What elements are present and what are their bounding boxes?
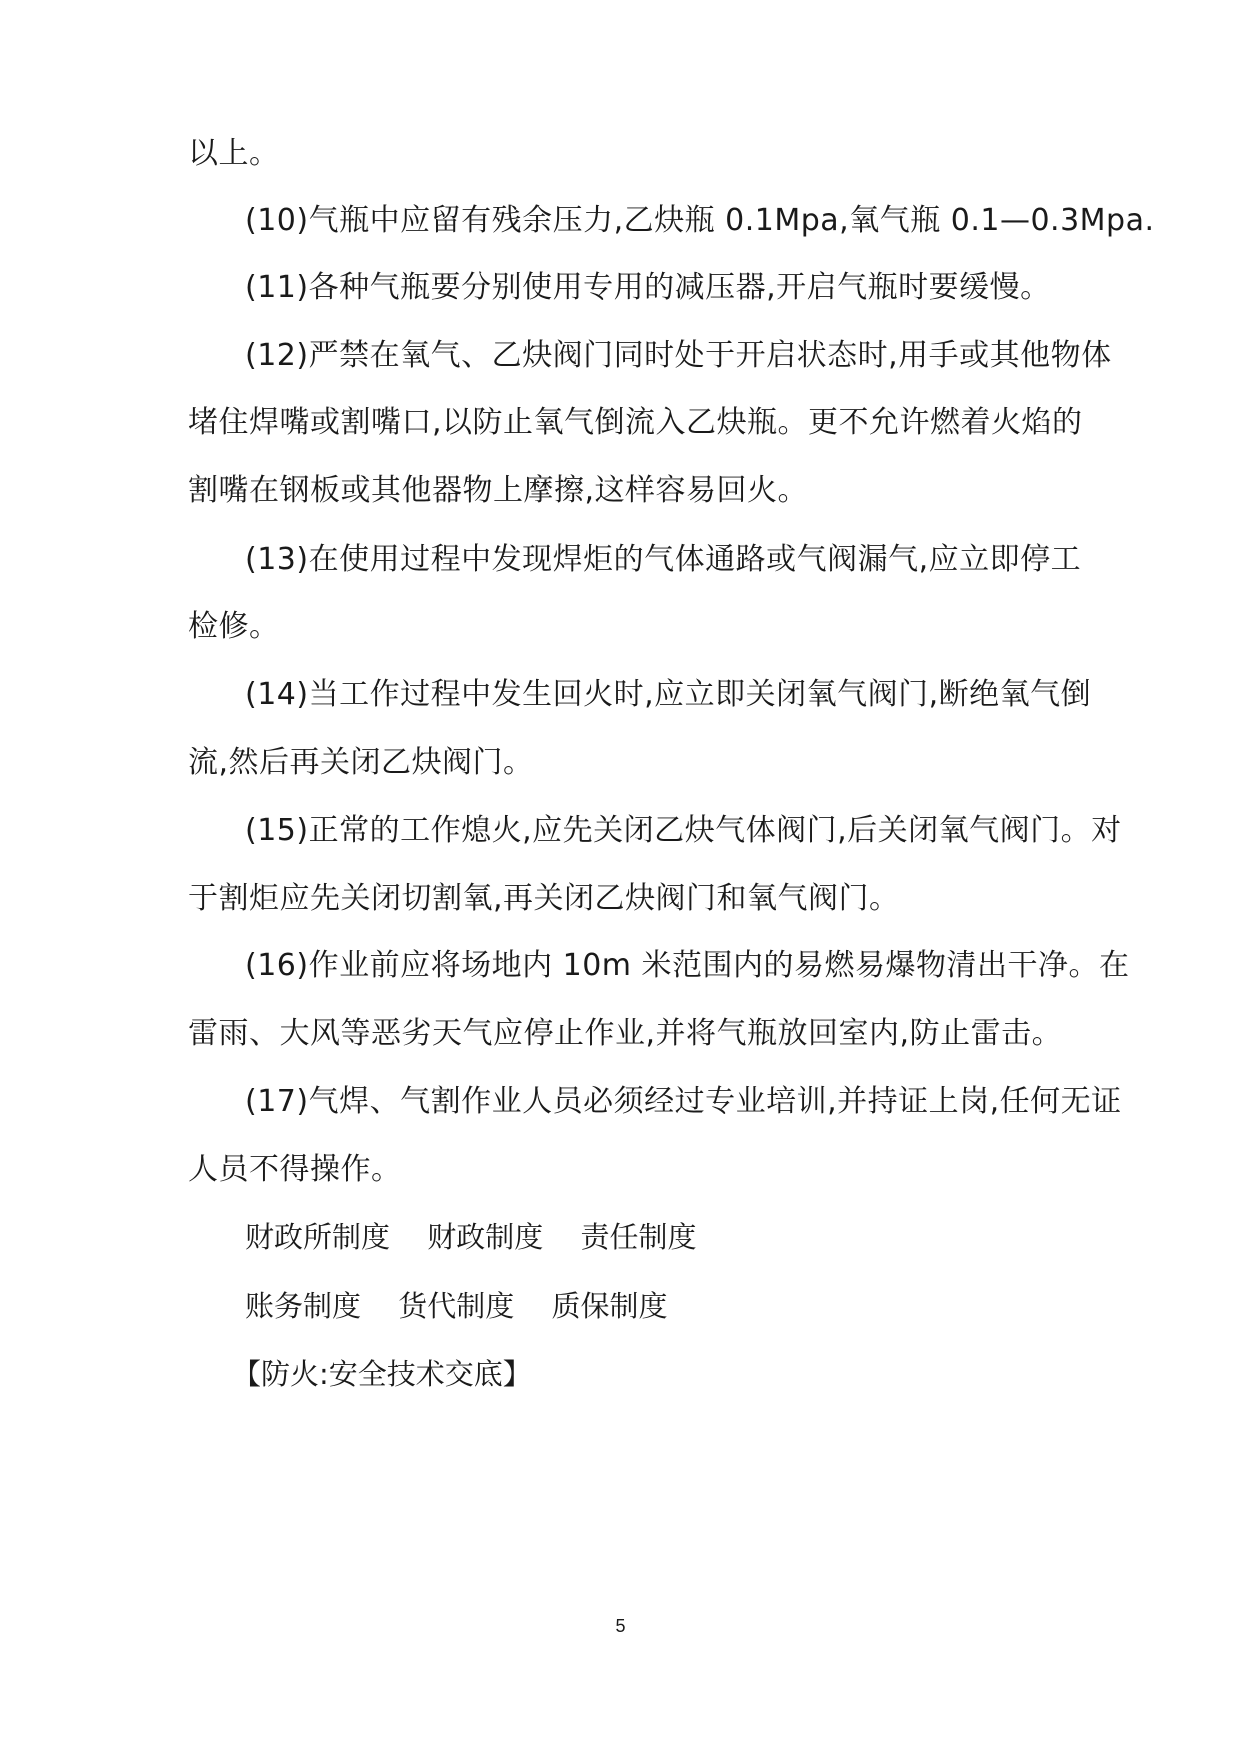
paragraph-line: (16)作业前应将场地内 10m 米范围内的易燃易爆物清出干净。在 [245, 948, 1130, 983]
paragraph-line: (11)各种气瓶要分别使用专用的减压器,开启气瓶时要缓慢。 [245, 270, 1051, 305]
paragraph-line: (15)正常的工作熄火,应先关闭乙炔气体阀门,后关闭氧气阀门。对 [245, 813, 1122, 848]
page-number: 5 [615, 1616, 626, 1636]
related-tags-row [245, 1286, 695, 1326]
paragraph-line: 人员不得操作。 [188, 1152, 402, 1187]
related-tag[interactable]: 财政所制度 [245, 1220, 391, 1254]
paragraph-line: 堵住焊嘴或割嘴口,以防止氧气倒流入乙炔瓶。更不允许燃着火焰的 [188, 405, 1083, 440]
paragraph-line: 以上。 [188, 136, 280, 171]
related-tags-row [245, 1217, 724, 1257]
paragraph-line: (17)气焊、气割作业人员必须经过专业培训,并持证上岗,任何无证 [245, 1084, 1122, 1119]
paragraph-line: 于割炬应先关闭切割氧,再关闭乙炔阀门和氧气阀门。 [188, 881, 900, 916]
paragraph-line: (13)在使用过程中发现焊炬的气体通路或气阀漏气,应立即停工 [245, 542, 1082, 577]
related-tag[interactable]: 质保制度 [551, 1289, 668, 1323]
paragraph-line: 割嘴在钢板或其他器物上摩擦,这样容易回火。 [188, 473, 809, 508]
paragraph-line: 雷雨、大风等恶劣天气应停止作业,并将气瓶放回室内,防止雷击。 [188, 1016, 1063, 1051]
paragraph-line: 检修。 [188, 609, 280, 644]
paragraph-line: (10)气瓶中应留有残余压力,乙炔瓶 0.1Mpa,氧气瓶 0.1—0.3Mpa. [245, 203, 1155, 238]
section-heading: 【防火:安全技术交底】 [232, 1357, 532, 1391]
related-tag[interactable]: 责任制度 [580, 1220, 697, 1254]
related-tag[interactable]: 货代制度 [398, 1289, 515, 1323]
paragraph-line: (14)当工作过程中发生回火时,应立即关闭氧气阀门,断绝氧气倒 [245, 677, 1092, 712]
paragraph-line: (12)严禁在氧气、乙炔阀门同时处于开启状态时,用手或其他物体 [245, 338, 1112, 373]
paragraph-line: 流,然后再关闭乙炔阀门。 [188, 745, 534, 780]
related-tag[interactable]: 财政制度 [427, 1220, 544, 1254]
related-tag[interactable]: 账务制度 [245, 1289, 362, 1323]
